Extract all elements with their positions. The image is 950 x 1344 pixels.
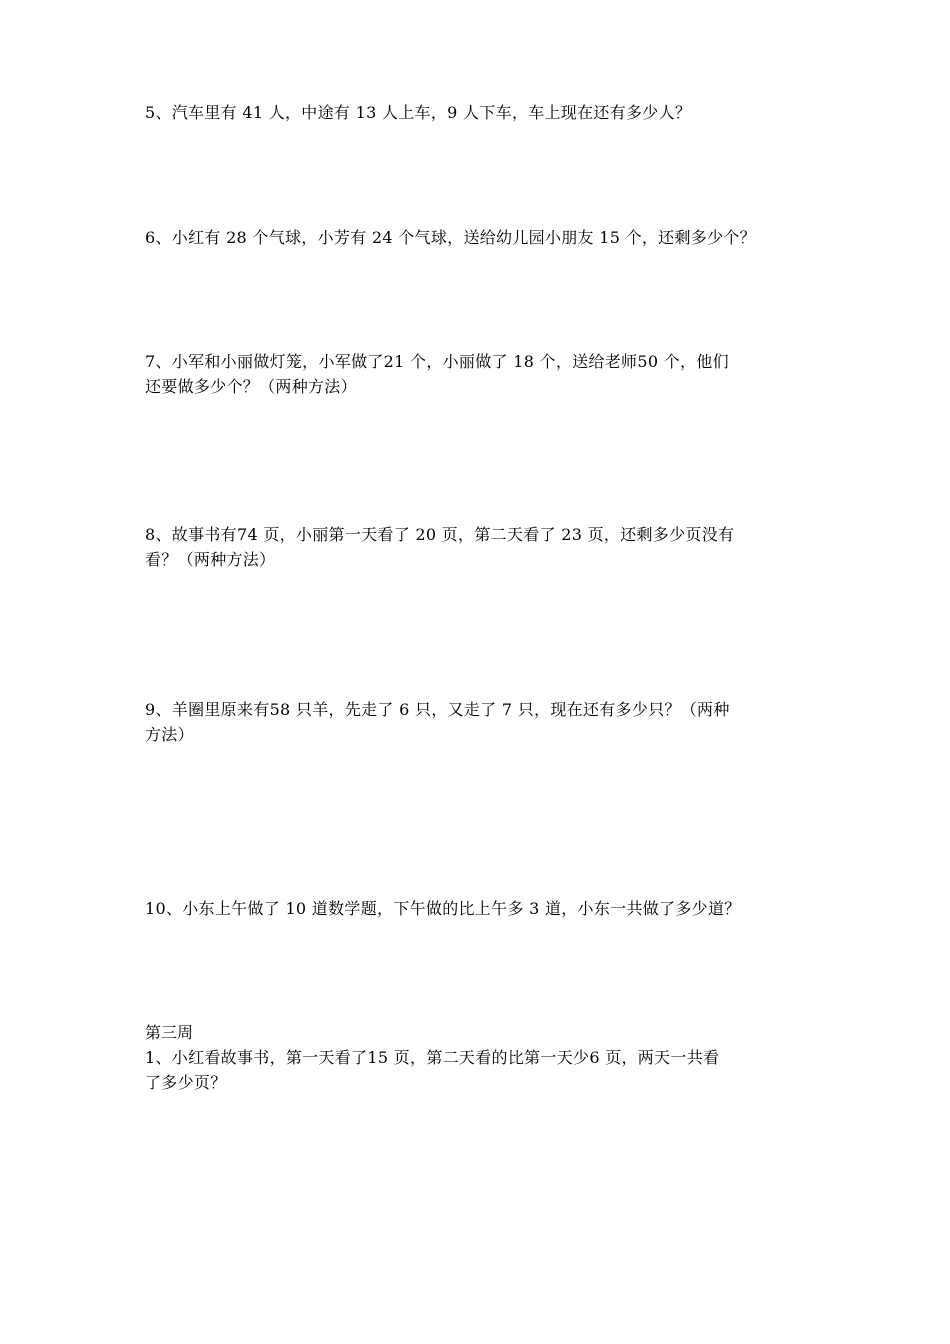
problem-text-line: 6、小红有 28 个气球，小芳有 24 个气球，送给幼儿园小朋友 15 个，还剩多少个？: [145, 228, 756, 247]
problem-5: [145, 100, 815, 125]
problem-10: [145, 896, 815, 921]
problem-6: [145, 225, 815, 250]
problem-text-line: 9、羊圈里原来有58 只羊，先走了 6 只，又走了 7 只，现在还有多少只？（两种: [145, 700, 730, 719]
problem-text-line: 7、小军和小丽做灯笼，小军做了21 个，小丽做了 18 个，送给老师50 个，他们: [145, 352, 729, 371]
problem-text-line: 方法）: [145, 725, 194, 744]
problem-text-line: 看？（两种方法）: [145, 550, 276, 569]
problem-9: [145, 697, 815, 747]
problem-text-line: 8、故事书有74 页，小丽第一天看了 20 页，第二天看了 23 页，还剩多少页没有: [145, 525, 735, 544]
problem-text-line: 5、汽车里有 41 人，中途有 13 人上车，9 人下车，车上现在还有多少人？: [145, 103, 692, 122]
problem-text-line: 10、小东上午做了 10 道数学题，下午做的比上午多 3 道，小东一共做了多少道？: [145, 899, 741, 918]
problem-text-line: 1、小红看故事书，第一天看了15 页，第二天看的比第一天少6 页，两天一共看: [145, 1048, 720, 1067]
section-title-week3: 第三周: [145, 1023, 194, 1042]
problem-8: [145, 522, 815, 572]
week3-problem-1: [145, 1045, 815, 1095]
problem-text-line: 了多少页？: [145, 1073, 227, 1092]
problem-7: [145, 349, 815, 399]
problem-text-line: 还要做多少个？（两种方法）: [145, 377, 357, 396]
